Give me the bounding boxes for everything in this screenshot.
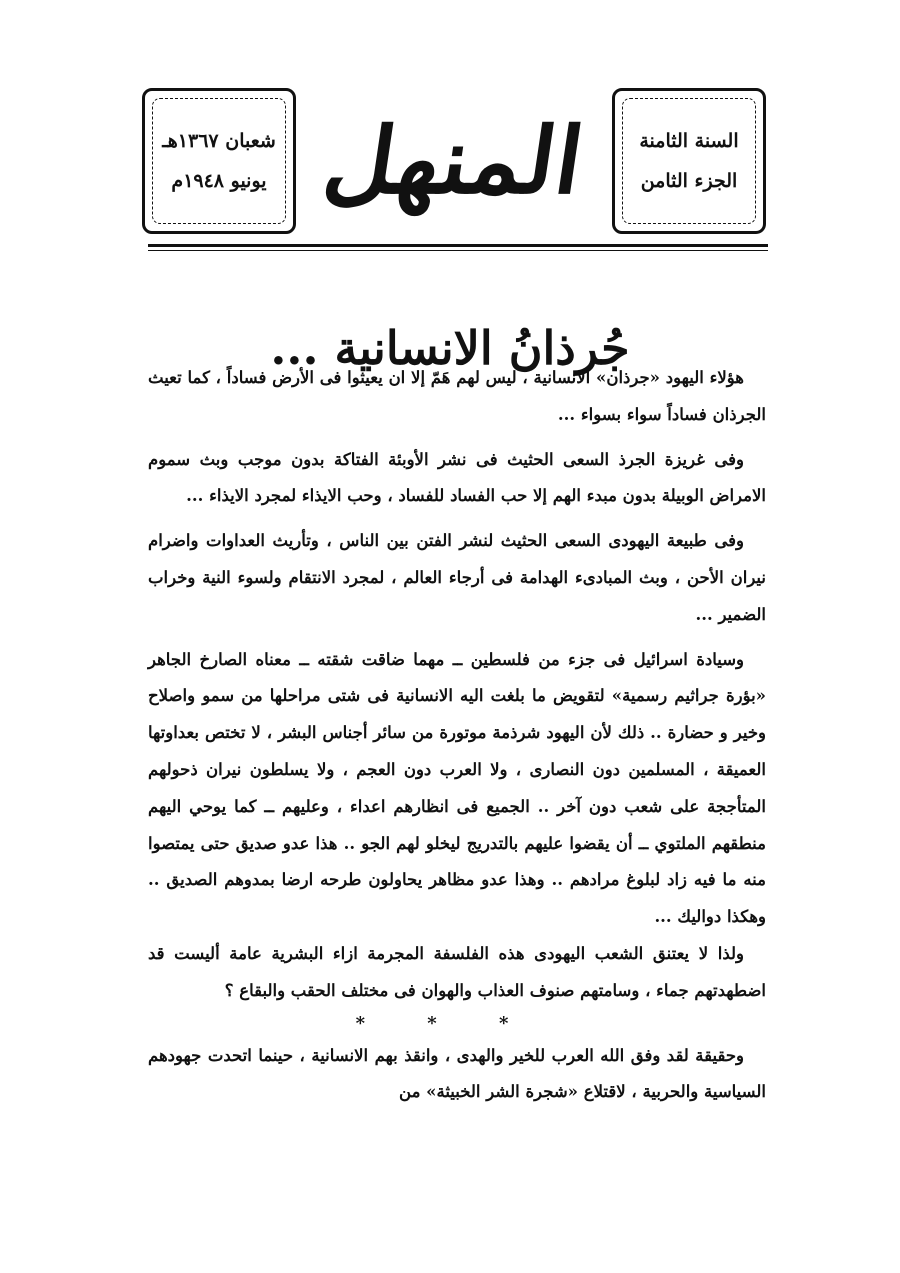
paragraph-4: وسيادة اسرائيل فى جزء من فلسطين ــ مهما ضاقت شقته ــ معناه الصارخ الجاهر «بؤرة جراثيم رسمية» لتقويض ما بلغت اليه الانسانية فى شتى مراحلها من سمو واصلاح وخير و حضارة .. ذلك لأن اليهود شرذمة موتورة من سائر أجناس البشر ، لا تختص بعداوتها العميقة ، المسلمين دون النصارى ، ولا العرب دون العجم ، ولا يسلطون نيران ذحولهم المتأججة على شعب دون آخر .. الجميع فى انظارهم اعداء ، وعليهم ــ كما يوحي اليهم منطقهم الملتوي ــ أن يقضوا عليهم بالتدريج ليخلو لهم الجو .. هذا عدو صديق حتى يمتصوا منه ما فيه زاد لبلوغ مرادهم .. وهذا عدو مظاهر يحاولون طرحه ارضا بمدوهم الصديق .. وهكذا دواليك ...: [148, 649, 766, 927]
volume-box: [612, 88, 766, 234]
logo-text: المنهل: [317, 106, 591, 215]
article-title: جُرذانُ الانسانية ...: [270, 320, 630, 375]
paragraph-3: وفى طبيعة اليهودى السعى الحثيث لنشر الفتن بين الناس ، وتأريث العداوات واضرام نيران الأحن ، وبث المبادىء الهدامة فى أرجاء العالم ، لمجرد الانتقام ولسوء النية وخراب الضمير ...: [148, 531, 766, 624]
paragraph-closing: وحقيقة لقد وفق الله العرب للخير والهدى ، وانقذ بهم الانسانية ، حينما اتحدت جهودهم السياسية والحربية ، لاقتلاع «شجرة الشر الخبيثة» من: [148, 1045, 766, 1102]
gregorian-date: يونيو ١٩٤٨م: [171, 170, 267, 192]
masthead: [142, 88, 766, 238]
date-box: [142, 88, 296, 234]
volume-part: الجزء الثامن: [640, 170, 738, 192]
magazine-logo: [312, 88, 596, 234]
paragraph-2: وفى غريزة الجرذ السعى الحثيث فى نشر الأوبئة الفتاكة بدون موجب وبث سموم الامراض الوبيلة بدون مبدء الهم إلا حب الفساد للفساد ، وحب الايذاء لمجرد الايذاء ...: [148, 449, 766, 506]
article-body: [148, 360, 766, 1111]
paragraph-5: ولذا لا يعتنق الشعب اليهودى هذه الفلسفة المجرمة ازاء البشرية عامة أليست قد اضطهدتهم جماء ، وسامتهم صنوف العذاب والهوان فى مختلف الحقب والبقاع ؟: [148, 943, 766, 1000]
volume-year: السنة الثامنة: [639, 130, 739, 152]
paragraph-1: هؤلاء اليهود «جرذان» الانسانية ، ليس لهم هَمّ إلا ان يعيثوا فى الأرض فساداً ، كما تعيث الجرذان فساداً سواء بسواء ...: [148, 368, 766, 424]
section-separator: * * *: [355, 1012, 537, 1034]
masthead-divider: [148, 244, 768, 251]
hijri-date: شعبان ١٣٦٧هـ: [162, 130, 276, 152]
